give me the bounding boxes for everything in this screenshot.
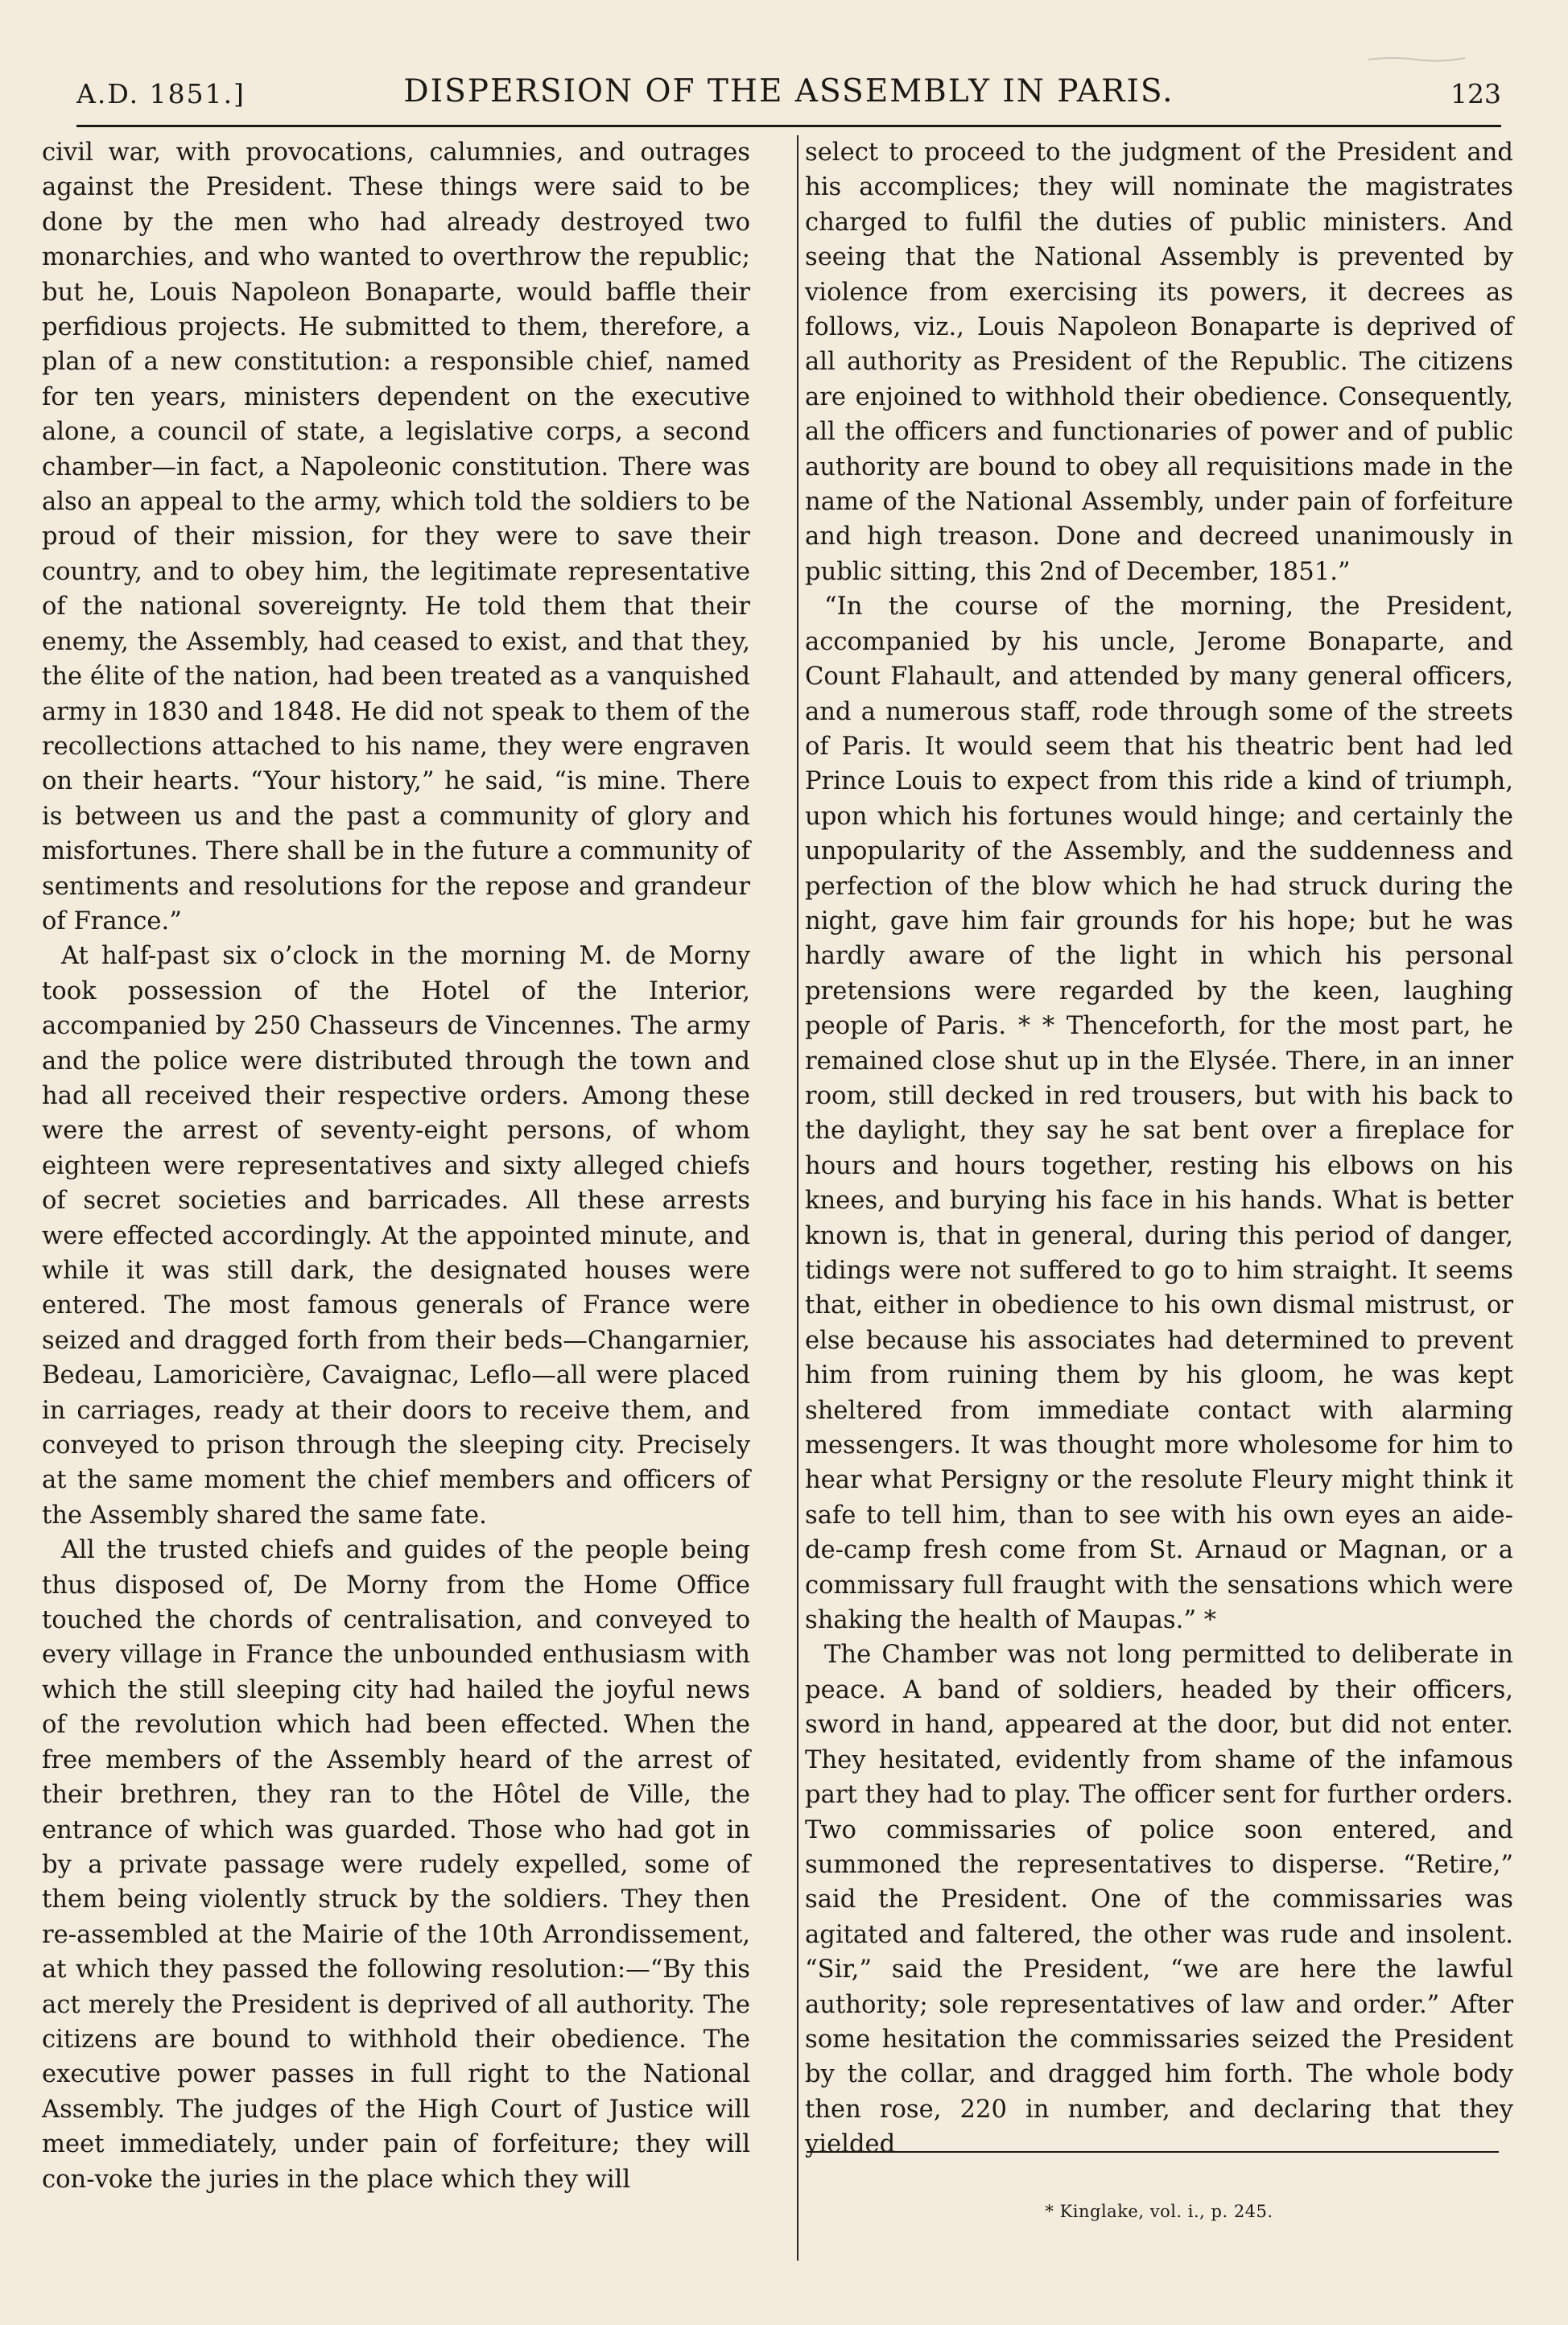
- page-number: 123: [1450, 78, 1501, 109]
- footnote: * Kinglake, vol. i., p. 245.: [1045, 2202, 1273, 2221]
- paragraph: “In the course of the morning, the President, accompanied by his uncle, Jerome Bonaparte, and Count Flahault, and attended by many general officers, and a numerous staff, rode through some of the streets of Paris. It would seem that his theatric bent had led Prince Louis to expect from this ride a kind of triumph, upon which his fortunes would hinge; and certainly the unpopularity of the Assembly, and the suddenness and perfection of the blow which he had struck during the night, gave him fair grounds for his hope; but he was hardly aware of the light in which his personal pretensions were regarded by the keen, laughing people of Paris. * * Thenceforth, for the most part, he remained close shut up in the Elysée. There, in an inner room, still decked in red trousers, but with his back to the daylight, they say he sat bent over a fireplace for hours and hours together, resting his elbows on his knees, and burying his face in his hands. What is better known is, that in general, during this period of danger, tidings were not suffered to go to him straight. It seems that, either in obedience to his own dismal mistrust, or else because his associates had determined to prevent him from ruining them by his gloom, he was kept sheltered from immediate contact with alarming messengers. It was thought more wholesome for him to hear what Persigny or the resolute Fleury might think it safe to tell him, than to see with his own eyes an aide-de-camp fresh come from St. Arnaud or Magnan, or a commissary full fraught with the sensations which were shaking the health of Maupas.” *: [805, 593, 1513, 1635]
- header-rule: [76, 125, 1501, 127]
- ink-smudge-icon: [1368, 55, 1465, 63]
- header-date: A.D. 1851.]: [76, 78, 246, 109]
- running-header: [76, 68, 1501, 117]
- paragraph: civil war, with provocations, calumnies, and outrages against the President. These things were said to be done by the men who had already destroyed two monarchies, and who wanted to overthrow the republic; but he, Louis Napoleon Bonaparte, would baffle their perfidious projects. He submitted to them, therefore, a plan of a new constitution: a responsible chief, named for ten years, ministers dependent on the executive alone, a council of state, a legislative corps, a second chamber—in fact, a Napoleonic constitution. There was also an appeal to the army, which told the soldiers to be proud of their mission, for they were to save their country, and to obey him, the legitimate representative of the national sovereignty. He told them that their enemy, the Assembly, had ceased to exist, and that they, the élite of the nation, had been treated as a vanquished army in 1830 and 1848. He did not speak to them of the recollections attached to his name, they were engraven on their hearts. “Your history,” he said, “is mine. There is between us and the past a community of glory and misfortunes. There shall be in the future a community of sentiments and resolutions for the repose and grandeur of France.”: [42, 138, 750, 935]
- column-divider: [797, 135, 798, 2261]
- paragraph: select to proceed to the judgment of the President and his accomplices; they will nominate the magistrates charged to fulfil the duties of public ministers. And seeing that the National Assembly is prevented by violence from exercising its powers, it decrees as follows, viz., Louis Napoleon Bonaparte is deprived of all authority as President of the Republic. The citizens are enjoined to withhold their obedience. Consequently, all the officers and functionaries of power and of public authority are bound to obey all requisitions made in the name of the National Assembly, under pain of forfeiture and high treason. Done and decreed unanimously in public sitting, this 2nd of December, 1851.”: [805, 138, 1513, 586]
- paragraph: All the trusted chiefs and guides of the people being thus disposed of, De Morny from the Home Office touched the chords of centralisation, and conveyed to every village in France the unbounded enthusiasm with which the still sleeping city had hailed the joyful news of the revolution which had been effected. When the free members of the Assembly heard of the arrest of their brethren, they ran to the Hôtel de Ville, the entrance of which was guarded. Those who had got in by a private passage were rudely expelled, some of them being violently struck by the soldiers. They then re-assembled at the Mairie of the 10th Arrondissement, at which they passed the following resolution:—“By this act merely the President is deprived of all authority. The citizens are bound to withhold their obedience. The executive power passes in full right to the National Assembly. The judges of the High Court of Justice will meet immediately, under pain of forfeiture; they will con-voke the juries in the place which they will: [42, 1536, 750, 2194]
- footnote-rule: [807, 2151, 1499, 2153]
- paragraph: The Chamber was not long permitted to deliberate in peace. A band of soldiers, headed by their officers, sword in hand, appeared at the door, but did not enter. They hesitated, evidently from shame of the infamous part they had to play. The officer sent for further orders. Two commissaries of police soon entered, and summoned the representatives to disperse. “Retire,” said the President. One of the commissaries was agitated and faltered, the other was rude and insolent. “Sir,” said the President, “we are here the lawful authority; sole representatives of law and order.” After some hesitation the commissaries seized the President by the collar, and dragged him forth. The whole body then rose, 220 in number, and declaring that they yielded: [805, 1641, 1513, 2159]
- right-column: [805, 135, 1513, 2159]
- left-column: [42, 135, 750, 2293]
- header-title: DISPERSION OF THE ASSEMBLY IN PARIS.: [403, 73, 1174, 109]
- paragraph: At half-past six o’clock in the morning M. de Morny took possession of the Hotel of the Interior, accompanied by 250 Chasseurs de Vincennes. The army and the police were distributed through the town and had all received their respective orders. Among these were the arrest of seventy-eight persons, of whom eighteen were representatives and sixty alleged chiefs of secret societies and barricades. All these arrests were effected accordingly. At the appointed minute, and while it was still dark, the designated houses were entered. The most famous generals of France were seized and dragged forth from their beds—Changarnier, Bedeau, Lamoricière, Cavaignac, Leflo—all were placed in carriages, ready at their doors to receive them, and conveyed to prison through the sleeping city. Precisely at the same moment the chief members and officers of the Assembly shared the same fate.: [42, 942, 750, 1530]
